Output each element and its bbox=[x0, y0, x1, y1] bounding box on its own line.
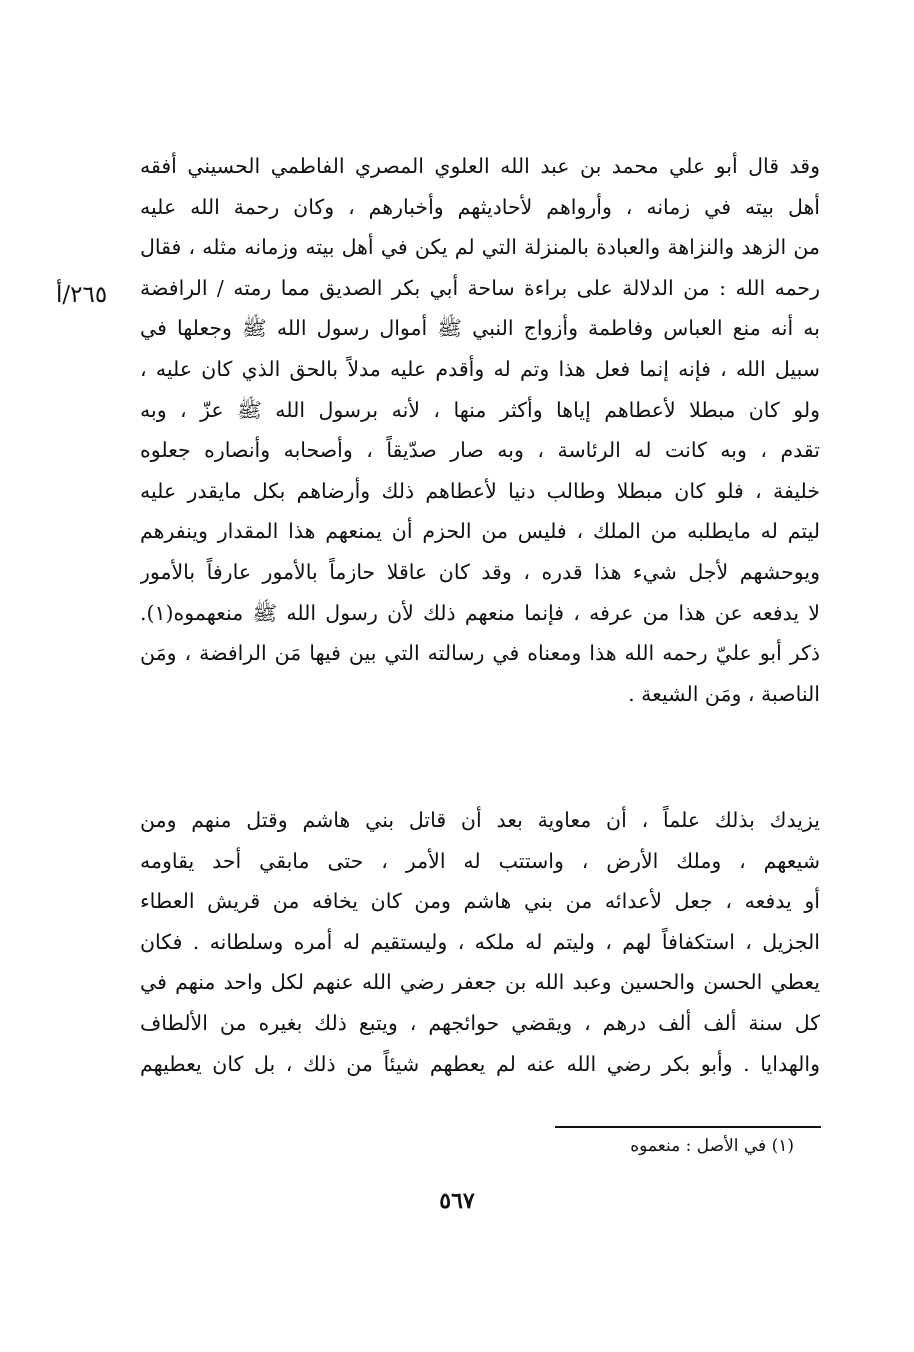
text-line: من الزهد والنزاهة والعبادة بالمنزلة التي لم يكن في أهل بيته وزمانه مثله ، فقال bbox=[140, 235, 820, 260]
text-line: ويوحشهم لأجل شيء هذا قدره ، وقد كان عاقلا حازماً بالأمور عارفاً بالأمور bbox=[140, 559, 820, 584]
text-line: كل سنة ألف ألف درهم ، ويقضي حوائجهم ، ويتبع ذلك بغيره من الألطاف bbox=[140, 1010, 820, 1035]
page-number: ٥٦٧ bbox=[439, 1188, 475, 1214]
text-line: يعطي الحسن والحسين وعبد الله بن جعفر رضي الله عنهم لكل واحد منهم في bbox=[140, 970, 820, 995]
text-line: به أنه منع العباس وفاطمة وأزواج النبي ﷺ أموال رسول الله ﷺ وجعلها في bbox=[140, 316, 820, 341]
text-line: أهل بيته في زمانه ، وأرواهم لأحاديثهم وأخبارهم ، وكان رحمة الله عليه bbox=[140, 194, 820, 219]
text-line: ولو كان مبطلا لأعطاهم إياها وأكثر منها ، لأنه برسول الله ﷺ عزّ ، وبه bbox=[140, 397, 820, 422]
text-line: ليتم له مايطلبه من الملك ، فليس من الحزم أن يمنعهم هذا المقدار وينفرهم bbox=[140, 519, 820, 544]
footnote-divider bbox=[555, 1126, 821, 1128]
paragraph-1 bbox=[140, 146, 820, 714]
footnote: (١) في الأصل : منعموه bbox=[630, 1136, 794, 1156]
text-line: أو يدفعه ، جعل لأعدائه من بني هاشم ومن كان يخافه من قريش العطاء bbox=[140, 889, 820, 914]
text-line: يزيدك بذلك علماً ، أن معاوية بعد أن قاتل بني هاشم وقتل منهم ومن bbox=[140, 808, 820, 832]
text-line: الجزيل ، استكفافاً لهم ، وليتم له ملكه ، وليستقيم له أمره وسلطانه . فكان bbox=[140, 929, 820, 954]
marginal-folio-note: ٢٦٥/أ bbox=[56, 282, 108, 308]
text-line: تقدم ، وبه كانت له الرئاسة ، وبه صار صدّيقاً ، وأصحابه وأنصاره جعلوه bbox=[140, 438, 820, 463]
paragraph-2 bbox=[140, 800, 820, 1084]
text-line: ذكر أبو عليّ رحمه الله هذا ومعناه في رسالته التي بين فيها مَن الرافضة ، ومَن bbox=[140, 641, 820, 666]
text-line: لا يدفعه عن هذا من عرفه ، فإنما منعهم ذلك لأن رسول الله ﷺ منعهموه(١). bbox=[140, 600, 820, 625]
text-line: رحمه الله : من الدلالة على براءة ساحة أبي بكر الصديق مما رمته / الرافضة bbox=[140, 275, 820, 300]
text-line: شيعهم ، وملك الأرض ، واستتب له الأمر ، حتى مابقي أحد يقاومه bbox=[140, 848, 820, 873]
text-line: وقد قال أبو علي محمد بن عبد الله العلوي المصري الفاطمي الحسيني أفقه bbox=[140, 154, 820, 178]
text-line: خليفة ، فلو كان مبطلا وطالب دنيا لأعطاهم ذلك وأرضاهم بكل مايقدر عليه bbox=[140, 478, 820, 503]
text-line: والهدايا . وأبو بكر رضي الله عنه لم يعطهم شيئاً من ذلك ، بل كان يعطيهم bbox=[140, 1051, 820, 1076]
text-line: الناصبة ، ومَن الشيعة . bbox=[628, 681, 820, 706]
text-line: سبيل الله ، فإنه إنما فعل هذا وتم له وأقدم عليه مدلاً بالحق الذي كان عليه ، bbox=[140, 356, 820, 381]
